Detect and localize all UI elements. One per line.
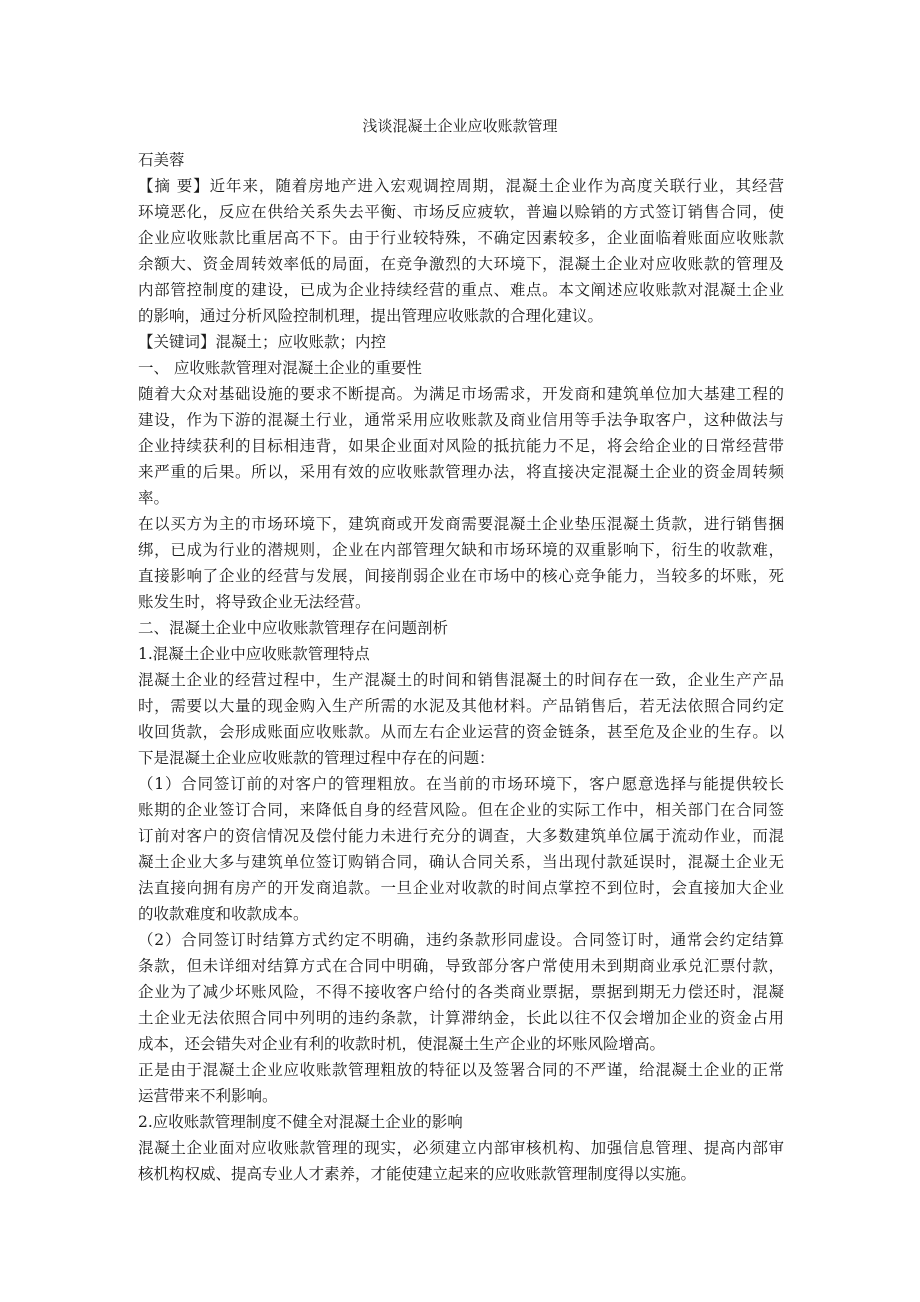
author-line: 石美蓉 [138,151,185,169]
paragraph-line: （1）合同签订前的对客户的管理粗放。在当前的市场环境下，客户愿意选择与能提供较长 [138,775,784,793]
abstract-line: 【摘 要】近年来，随着房地产进入宏观调控周期，混凝土企业作为高度关联行业，其经营 [138,177,784,195]
heading-line: 二、混凝土企业中应收账款管理存在问题剖析 [138,619,449,637]
abstract-line: 内部管控制度的建设，已成为企业持续经营的重点、难点。本文阐述应收账款对混凝土企业 [138,281,784,299]
paragraph-line: 的收款难度和收款成本。 [138,905,309,923]
paragraph-line: 正是由于混凝土企业应收账款管理粗放的特征以及签署合同的不严谨，给混凝土企业的正常 [138,1061,784,1079]
paragraph-line: 在以买方为主的市场环境下，建筑商或开发商需要混凝土企业垫压混凝土货款，进行销售捆 [138,515,784,533]
paragraph-block [138,511,784,615]
paragraph-line: 运营带来不利影响。 [138,1087,278,1105]
paragraph-line: 来严重的后果。所以，采用有效的应收账款管理办法，将直接决定混凝土企业的资金周转频 [138,463,784,481]
abstract-line: 环境恶化，反应在供给关系失去平衡、市场反应疲软，普遍以赊销的方式签订销售合同，使 [138,203,784,221]
subheading-line: 1.混凝土企业中应收账款管理特点 [138,645,370,663]
paragraph-line: 收回货款，会形成账面应收账款。从而左右企业运营的资金链条，甚至危及企业的生存。以 [138,723,784,741]
paragraph-block [138,381,784,511]
paragraph-line: 下是混凝土企业应收账款的管理过程中存在的问题： [138,749,495,767]
abstract-block [138,173,784,329]
paragraph-line: 订前对客户的资信情况及偿付能力未进行充分的调查，大多数建筑单位属于流动作业，而混 [138,827,784,845]
paragraph-line: 随着大众对基础设施的要求不断提高。为满足市场需求，开发商和建筑单位加大基建工程的 [138,385,784,403]
paragraph-line: 混凝土企业的经营过程中，生产混凝土的时间和销售混凝土的时间存在一致，企业生产产品 [138,671,784,689]
paragraph-line: 凝土企业大多与建筑单位签订购销合同，确认合同关系，当出现付款延误时，混凝土企业无 [138,853,784,871]
paragraph-line: 法直接向拥有房产的开发商追款。一旦企业对收款的时间点掌控不到位时，会直接加大企业 [138,879,784,897]
heading-block [138,355,784,381]
paragraph-line: 条款，但未详细对结算方式在合同中明确，导致部分客户常使用未到期商业承兑汇票付款， [138,957,784,975]
paragraph-block [138,1135,784,1187]
paragraph-line: 核机构权威、提高专业人才素养，才能使建立起来的应收账款管理制度得以实施。 [138,1165,697,1183]
heading-block [138,615,784,641]
paragraph-line: 混凝土企业面对应收账款管理的现实，必须建立内部审核机构、加强信息管理、提高内部审 [138,1139,784,1157]
paragraph-line: （2）合同签订时结算方式约定不明确，违约条款形同虚设。合同签订时，通常会约定结算 [138,931,784,949]
paragraph-line: 时，需要以大量的现金购入生产所需的水泥及其他材料。产品销售后，若无法依照合同约定 [138,697,784,715]
paragraph-line: 直接影响了企业的经营与发展，间接削弱企业在市场中的核心竞争能力，当较多的坏账，死 [138,567,784,585]
paragraph-line: 建设，作为下游的混凝土行业，通常采用应收账款及商业信用等手法争取客户，这种做法与 [138,411,784,429]
document-body [138,147,784,1187]
paragraph-line: 账发生时，将导致企业无法经营。 [138,593,371,611]
paragraph-line: 企业为了减少坏账风险，不得不接收客户给付的各类商业票据，票据到期无力偿还时，混凝 [138,983,784,1001]
heading-line: 一、 应收账款管理对混凝土企业的重要性 [138,359,422,377]
paragraph-line: 率。 [138,489,170,507]
paragraph-block [138,927,784,1057]
paragraph-block [138,1057,784,1109]
paragraph-line: 成本，还会错失对企业有利的收款时机，使混凝土生产企业的坏账风险增高。 [138,1035,666,1053]
abstract-line: 企业应收账款比重居高不下。由于行业较特殊，不确定因素较多，企业面临着账面应收账款 [138,229,784,247]
paragraph-line: 绑，已成为行业的潜规则，企业在内部管理欠缺和市场环境的双重影响下，衍生的收款难， [138,541,784,559]
author-block [138,147,784,173]
keywords-line: 【关键词】混凝土；应收账款；内控 [138,333,387,351]
paragraph-block [138,771,784,927]
document-title: 浅谈混凝土企业应收账款管理 [362,117,558,135]
keywords-block [138,329,784,355]
abstract-line: 余额大、资金周转效率低的局面，在竞争激烈的大环境下，混凝土企业对应收账款的管理及 [138,255,784,273]
subheading-block [138,641,784,667]
subheading-line: 2.应收账款管理制度不健全对混凝土企业的影响 [138,1113,463,1131]
abstract-line: 的影响，通过分析风险控制机理，提出管理应收账款的合理化建议。 [138,307,604,325]
subheading-block [138,1109,784,1135]
paragraph-line: 企业持续获利的目标相违背，如果企业面对风险的抵抗能力不足，将会给企业的日常经营带 [138,437,784,455]
paragraph-line: 土企业无法依照合同中列明的违约条款，计算滞纳金，长此以往不仅会增加企业的资金占用 [138,1009,784,1027]
paragraph-line: 账期的企业签订合同，来降低自身的经营风险。但在企业的实际工作中，相关部门在合同签 [138,801,784,819]
paragraph-block [138,667,784,771]
